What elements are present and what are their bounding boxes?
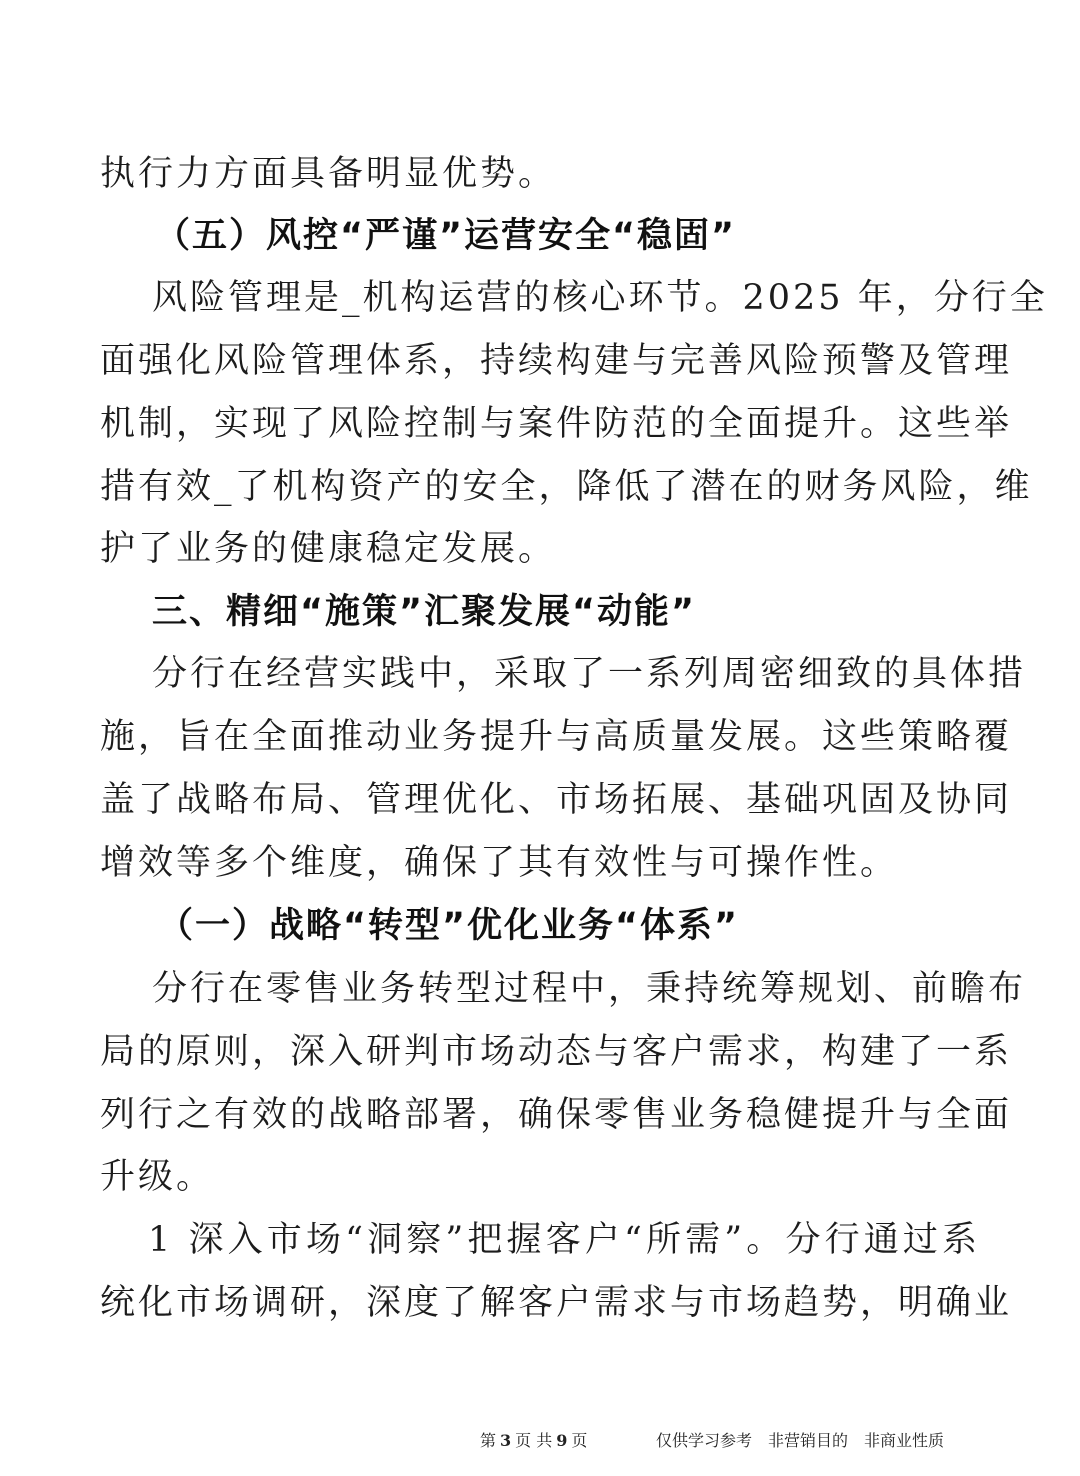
paragraph-line: 施，旨在全面推动业务提升与高质量发展。这些策略覆 [100, 717, 1013, 757]
footer-disclaimer: 仅供学习参考 非营销目的 非商业性质 [656, 1431, 945, 1450]
section-heading-1: （一）战略“转型”优化业务“体系” [158, 906, 740, 946]
page-number [480, 1430, 587, 1452]
paragraph-line: 执行力方面具备明显优势。 [100, 154, 557, 194]
section-heading-5: （五）风控“严谨”运营安全“稳固” [155, 216, 737, 256]
paragraph-line: 风险管理是_机构运营的核心环节。2025 年，分行全 [152, 278, 1048, 318]
paragraph-line: 面强化风险管理体系，持续构建与完善风险预警及管理 [100, 341, 1013, 381]
paragraph-line: 盖了战略布局、管理优化、市场拓展、基础巩固及协同 [100, 780, 1013, 820]
page-total: 9 [556, 1431, 568, 1450]
paragraph-line: 分行在经营实践中，采取了一系列周密细致的具体措 [152, 654, 1027, 694]
paragraph-line: 局的原则，深入研判市场动态与客户需求，构建了一系 [100, 1032, 1013, 1072]
paragraph-line: 分行在零售业务转型过程中，秉持统筹规划、前瞻布 [152, 969, 1027, 1009]
page-prefix: 第 [480, 1431, 497, 1450]
paragraph-line: 统化市场调研，深度了解客户需求与市场趋势，明确业 [100, 1283, 1013, 1323]
page-middle: 页 共 [515, 1431, 553, 1450]
paragraph-line: 1 深入市场“洞察”把握客户“所需”。分行通过系 [148, 1220, 980, 1260]
paragraph-line: 增效等多个维度，确保了其有效性与可操作性。 [100, 843, 899, 883]
paragraph-line: 措有效_了机构资产的安全，降低了潜在的财务风险，维 [100, 467, 1033, 507]
chapter-heading-3: 三、精细“施策”汇聚发展“动能” [152, 592, 697, 632]
page-suffix: 页 [571, 1431, 588, 1450]
page-current: 3 [500, 1431, 512, 1450]
paragraph-line: 升级。 [100, 1157, 215, 1197]
paragraph-line: 机制，实现了风险控制与案件防范的全面提升。这些举 [100, 404, 1013, 444]
paragraph-line: 列行之有效的战略部署，确保零售业务稳健提升与全面 [100, 1095, 1013, 1135]
paragraph-line: 护了业务的健康稳定发展。 [100, 529, 557, 569]
